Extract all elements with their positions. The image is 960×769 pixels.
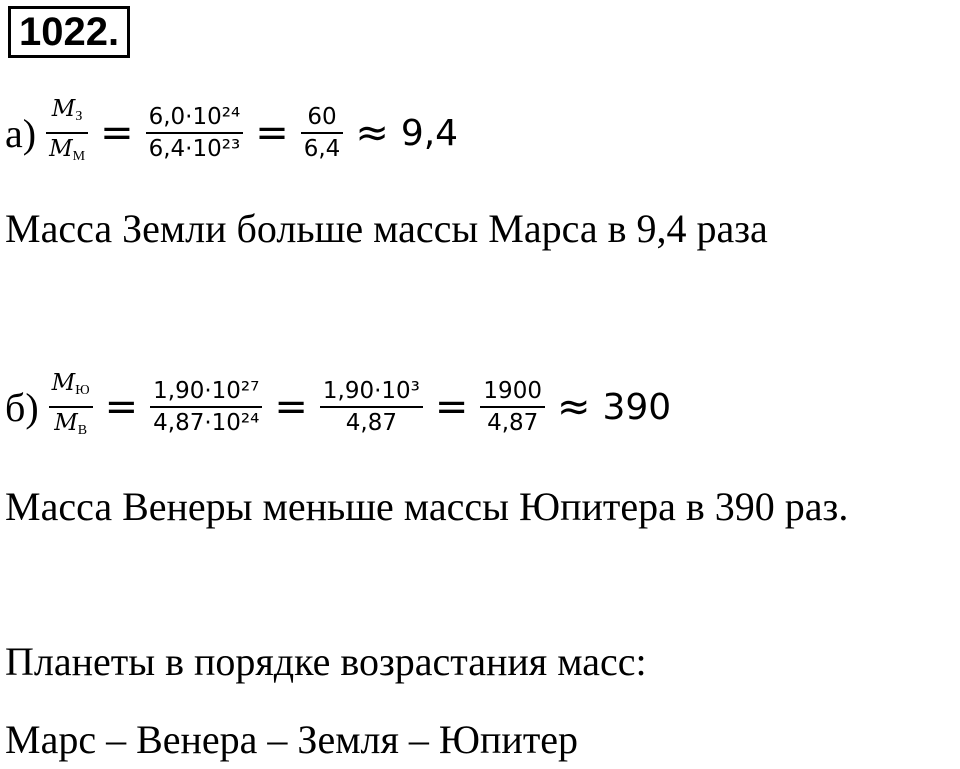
equals-sign: = [100,110,134,156]
order-sequence: Марс – Венера – Земля – Юпитер [5,717,579,762]
order-heading: Планеты в порядке возрастания масс: [5,639,647,684]
part-b-label: б) [5,384,39,430]
fraction-mass-ratio-a [46,94,88,172]
fraction-reduced-b [320,376,423,438]
part-a-label: а) [5,110,37,156]
equals-sign: = [274,384,308,430]
denominator: 4,87·10²⁴ [153,410,260,436]
numerator: $M_Ю$ [51,370,90,398]
equals-sign: = [434,384,469,430]
numerator: 60 [307,104,337,130]
numerator: 1,90·10³ [322,378,420,404]
problem-number: 1022. [8,6,130,58]
result-a: 9,4 [400,112,459,154]
fraction-simplified-a [301,102,344,164]
numerator: $M_З$ [51,96,83,124]
fraction-values-a [146,102,244,164]
fraction-simplified-b [480,376,545,438]
fraction-values-b [150,376,262,438]
denominator: $M_В$ [54,410,88,438]
equation-b [5,362,671,452]
numerator: 6,0·10²⁴ [148,104,241,130]
numerator: 1,90·10²⁷ [153,378,260,404]
approx-sign: ≈ [556,384,591,430]
denominator: 6,4·10²³ [148,136,241,162]
denominator: 4,87 [487,410,539,436]
conclusion-b: Масса Венеры меньше массы Юпитера в 390 раз. [5,484,849,529]
equals-sign: = [255,110,289,156]
fraction-mass-ratio-b [49,368,93,446]
approx-sign: ≈ [355,110,389,156]
result-b: 390 [602,386,672,428]
denominator: 4,87 [345,410,397,436]
denominator: 6,4 [303,136,341,162]
equals-sign: = [104,384,139,430]
denominator: $M_М$ [49,136,86,164]
equation-a [5,88,458,178]
numerator: 1900 [483,378,542,404]
conclusion-a: Масса Земли больше массы Марса в 9,4 раза [5,206,768,251]
